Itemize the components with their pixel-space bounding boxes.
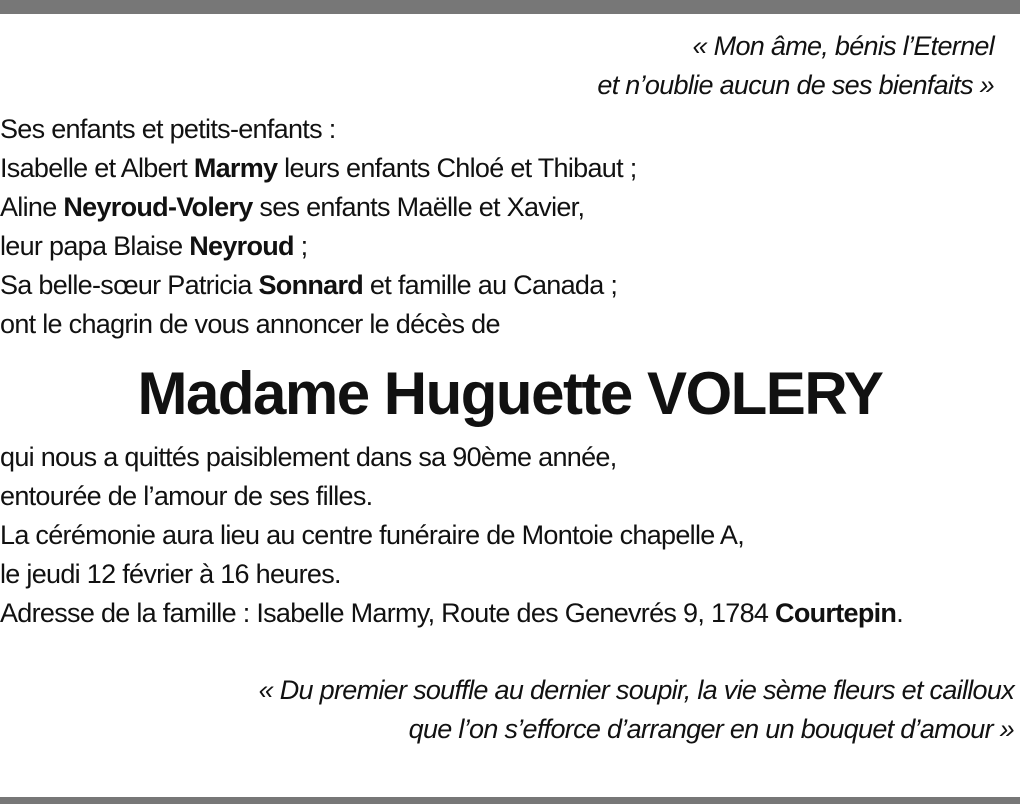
address-period: . [896,598,904,628]
family-intro: Ses enfants et petits-enfants : [0,114,336,144]
family-line-text: Aline [0,192,64,222]
family-line-text: ; [293,231,308,261]
family-line-text: ses enfants Maëlle et Xavier, [252,192,585,222]
family-line-text: leurs enfants Chloé et Thibaut ; [277,153,637,183]
details-line-4: le jeudi 12 février à 16 heures. [0,559,341,589]
family-surname: Neyroud-Volery [63,192,253,222]
closing-verse [259,671,1014,749]
opening-verse [597,27,994,105]
opening-verse-line-1: « Mon âme, bénis l’Eternel [692,31,994,61]
family-announcement [0,110,637,344]
family-line-text: leur papa Blaise [0,231,190,261]
bottom-border [0,797,1020,804]
family-line-neyroud [0,227,637,266]
family-line-text: et famille au Canada ; [363,270,618,300]
family-line-sonnard [0,266,637,305]
deceased-name: Madame Huguette VOLERY [137,360,883,427]
address-text: Adresse de la famille : Isabelle Marmy, Route des Genevrés 9, 1784 [0,598,776,628]
ceremony-details [0,438,903,633]
family-line-neyroud-volery [0,188,637,227]
address-town: Courtepin [775,598,897,628]
closing-verse-line-1: « Du premier souffle au dernier soupir, la vie sème fleurs et cailloux [258,675,1014,705]
announcement-line: ont le chagrin de vous annoncer le décès de [0,309,500,339]
family-surname: Neyroud [189,231,294,261]
family-address [0,594,903,633]
top-border [0,0,1020,14]
family-line-text: Sa belle-sœur Patricia [0,270,259,300]
family-surname: Sonnard [258,270,364,300]
opening-verse-line-2: et n’oublie aucun de ses bienfaits » [597,70,994,100]
family-line-text: Isabelle et Albert [0,153,194,183]
family-line-marmy [0,149,637,188]
details-line-2: entourée de l’amour de ses filles. [0,481,373,511]
closing-verse-line-2: que l’on s’efforce d’arranger en un bouquet d’amour » [408,714,1014,744]
family-surname: Marmy [193,153,278,183]
details-line-3: La cérémonie aura lieu au centre funéraire de Montoie chapelle A, [0,520,744,550]
details-line-1: qui nous a quittés paisiblement dans sa 90ème année, [0,442,617,472]
